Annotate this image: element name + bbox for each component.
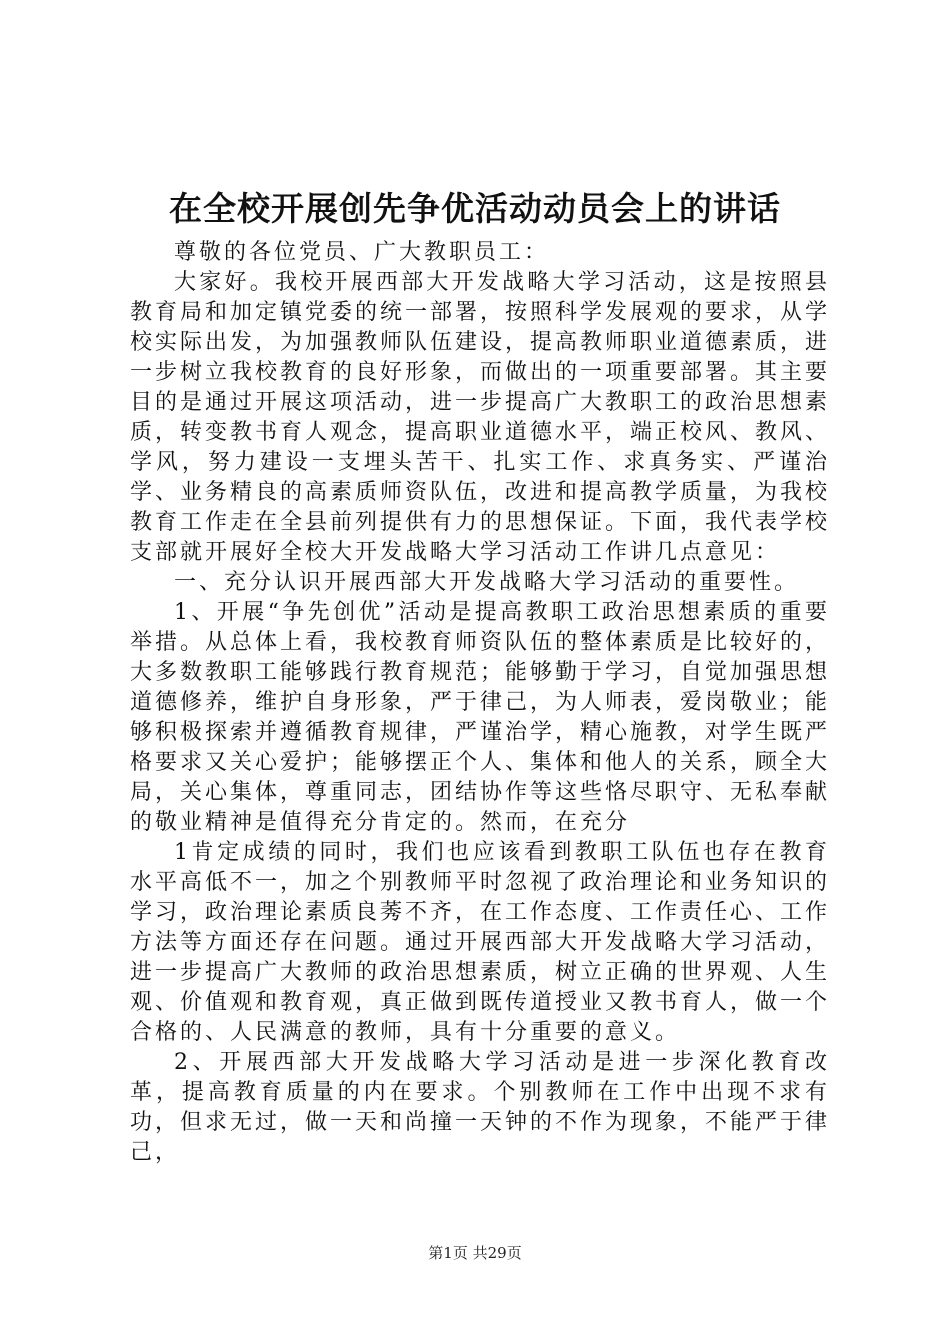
- document-body: [130, 238, 830, 1168]
- page-number-footer: 第1页 共29页: [428, 1244, 522, 1262]
- salutation: 尊敬的各位党员、广大教职员工：: [174, 240, 550, 265]
- body-paragraph: 2、开展西部大开发战略大学习活动是进一步深化教育改革，提高教育质量的内在要求。个别教师在工作中出现不求有功，但求无过，做一天和尚撞一天钟的不作为现象，不能严于律己，: [130, 1050, 831, 1165]
- section-heading: 一、充分认识开展西部大开发战略大学习活动的重要性。: [174, 570, 800, 595]
- document-title: 在全校开展创先争优活动动员会上的讲话: [169, 189, 781, 228]
- body-paragraph: 1、开展“争先创优”活动是提高教职工政治思想素质的重要举措。从总体上看，我校教育师资队伍的整体素质是比较好的，大多数教职工能够践行教育规范；能够勤于学习，自觉加强思想道德修养，维护自身形象，严于律己，为人师表，爱岗敬业；能够积极探索并遵循教育规律，严谨治学，精心施教，对学生既严格要求又关心爱护；能够摆正个人、集体和他人的关系，顾全大局，关心集体，尊重同志，团结协作等这些恪尽职守、无私奉献的敬业精神是值得充分肯定的。然而，在充分: [130, 600, 831, 835]
- body-paragraph: 大家好。我校开展西部大开发战略大学习活动，这是按照县教育局和加定镇党委的统一部署，按照科学发展观的要求，从学校实际出发，为加强教师队伍建设，提高教师职业道德素质，进一步树立我校教育的良好形象，而做出的一项重要部署。其主要目的是通过开展这项活动，进一步提高广大教职工的政治思想素质，转变教书育人观念，提高职业道德水平，端正校风、教风、学风，努力建设一支埋头苦干、扎实工作、求真务实、严谨治学、业务精良的高素质师资队伍，改进和提高教学质量，为我校教育工作走在全县前列提供有力的思想保证。下面，我代表学校支部就开展好全校大开发战略大学习活动工作讲几点意见：: [130, 270, 831, 565]
- body-paragraph: 1肯定成绩的同时，我们也应该看到教职工队伍也存在教育水平高低不一，加之个别教师平时忽视了政治理论和业务知识的学习，政治理论素质良莠不齐，在工作态度、工作责任心、工作方法等方面还存在问题。通过开展西部大开发战略大学习活动，进一步提高广大教师的政治思想素质，树立正确的世界观、人生观、价值观和教育观，真正做到既传道授业又教书育人，做一个合格的、人民满意的教师，具有十分重要的意义。: [130, 840, 831, 1045]
